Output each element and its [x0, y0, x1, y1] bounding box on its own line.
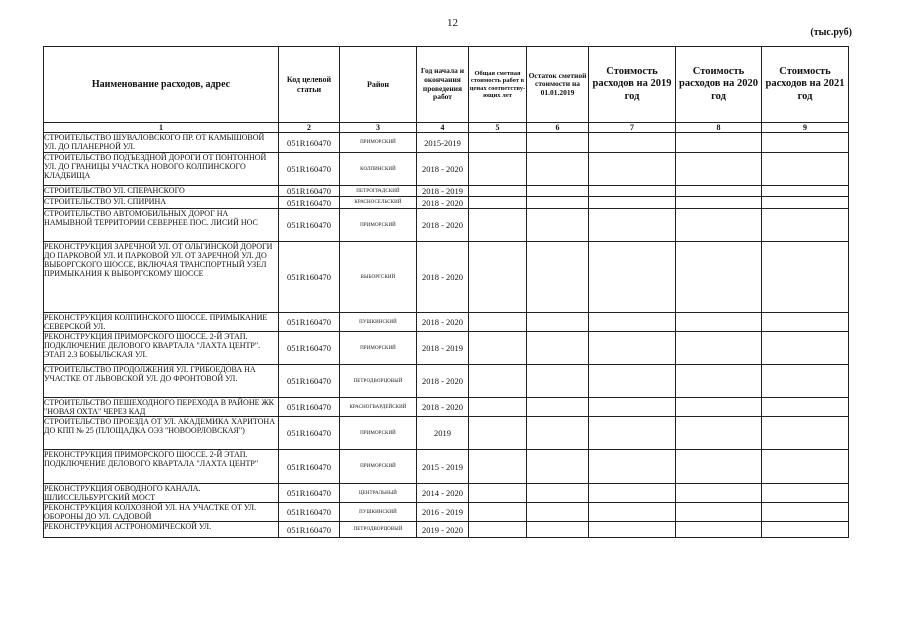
district: ПРИМОРСКИЙ: [340, 133, 417, 153]
empty-cell: [469, 417, 527, 450]
table-row: [44, 417, 849, 450]
empty-cell: [676, 153, 762, 186]
table-row: [44, 197, 849, 209]
empty-cell: [527, 186, 589, 197]
target-code: 051R160470: [279, 503, 340, 522]
column-number: 9: [762, 123, 849, 133]
district: ПУШКИНСКИЙ: [340, 503, 417, 522]
empty-cell: [527, 484, 589, 503]
expense-name: РЕКОНСТРУКЦИЯ КОЛХОЗНОЙ УЛ. НА УЧАСТКЕ ОТ УЛ. ОБОРОНЫ ДО УЛ. САДОВОЙ: [44, 503, 279, 522]
table-row: [44, 153, 849, 186]
work-years: 2015-2019: [417, 133, 469, 153]
table-row: [44, 133, 849, 153]
district: ПРИМОРСКИЙ: [340, 417, 417, 450]
district: КОЛПИНСКИЙ: [340, 153, 417, 186]
empty-cell: [527, 522, 589, 538]
district: ПУШКИНСКИЙ: [340, 313, 417, 332]
empty-cell: [527, 450, 589, 484]
header-years: Год начала и окончания проведения работ: [417, 47, 469, 123]
empty-cell: [589, 365, 676, 398]
target-code: 051R160470: [279, 242, 340, 313]
work-years: 2018 - 2020: [417, 197, 469, 209]
column-number: 4: [417, 123, 469, 133]
empty-cell: [762, 242, 849, 313]
empty-cell: [469, 365, 527, 398]
column-number-row: [44, 123, 849, 133]
empty-cell: [469, 209, 527, 242]
empty-cell: [762, 503, 849, 522]
target-code: 051R160470: [279, 417, 340, 450]
expense-name: РЕКОНСТРУКЦИЯ ЗАРЕЧНОЙ УЛ. ОТ ОЛЬГИНСКОЙ ДОРОГИ ДО ПАРКОВОЙ УЛ. И ПАРКОВОЙ УЛ. ОТ ЗАРЕЧНОЙ УЛ. ДО ВЫБОРГСКОГО ШОССЕ, ВКЛЮЧАЯ ТРАНСПОРТНЫЙ УЗЕЛ ПРИМЫКАНИЯ К ВЫБОРГСКОМУ ШОССЕ: [44, 242, 279, 313]
table-row: [44, 332, 849, 365]
empty-cell: [676, 398, 762, 417]
expense-name: РЕКОНСТРУКЦИЯ КОЛПИНСКОГО ШОССЕ. ПРИМЫКАНИЕ СЕВЕРСКОЙ УЛ.: [44, 313, 279, 332]
header-balance: Остаток сметной стоимости на 01.01.2019: [527, 47, 589, 123]
empty-cell: [676, 503, 762, 522]
empty-cell: [469, 133, 527, 153]
empty-cell: [676, 209, 762, 242]
empty-cell: [589, 186, 676, 197]
empty-cell: [589, 313, 676, 332]
expenses-table: [43, 46, 849, 538]
empty-cell: [527, 417, 589, 450]
expense-name: РЕКОНСТРУКЦИЯ ПРИМОРСКОГО ШОССЕ. 2-Й ЭТАП. ПОДКЛЮЧЕНИЕ ДЕЛОВОГО КВАРТАЛА "ЛАХТА ЦЕНТР": [44, 450, 279, 484]
target-code: 051R160470: [279, 209, 340, 242]
empty-cell: [469, 398, 527, 417]
table-row: [44, 484, 849, 503]
work-years: 2016 - 2019: [417, 503, 469, 522]
empty-cell: [469, 332, 527, 365]
target-code: 051R160470: [279, 365, 340, 398]
work-years: 2018 - 2020: [417, 242, 469, 313]
work-years: 2018 - 2020: [417, 365, 469, 398]
target-code: 051R160470: [279, 313, 340, 332]
empty-cell: [589, 522, 676, 538]
header-name: Наименование расходов, адрес: [44, 47, 279, 123]
district: ПЕТРОДВОРЦОВЫЙ: [340, 365, 417, 398]
empty-cell: [676, 417, 762, 450]
empty-cell: [469, 153, 527, 186]
expense-name: СТРОИТЕЛЬСТВО УЛ. СПИРИНА: [44, 197, 279, 209]
column-number: 2: [279, 123, 340, 133]
expense-name: СТРОИТЕЛЬСТВО ПЕШЕХОДНОГО ПЕРЕХОДА В РАЙОНЕ ЖК "НОВАЯ ОХТА" ЧЕРЕЗ КАД: [44, 398, 279, 417]
empty-cell: [469, 197, 527, 209]
empty-cell: [469, 186, 527, 197]
column-number: 7: [589, 123, 676, 133]
target-code: 051R160470: [279, 450, 340, 484]
empty-cell: [469, 450, 527, 484]
empty-cell: [762, 417, 849, 450]
empty-cell: [676, 332, 762, 365]
empty-cell: [589, 209, 676, 242]
target-code: 051R160470: [279, 484, 340, 503]
empty-cell: [676, 365, 762, 398]
target-code: 051R160470: [279, 153, 340, 186]
expense-name: РЕКОНСТРУКЦИЯ ОБВОДНОГО КАНАЛА. ШЛИССЕЛЬБУРГСКИЙ МОСТ: [44, 484, 279, 503]
table-row: [44, 186, 849, 197]
target-code: 051R160470: [279, 332, 340, 365]
empty-cell: [589, 332, 676, 365]
work-years: 2018 - 2019: [417, 332, 469, 365]
empty-cell: [589, 242, 676, 313]
target-code: 051R160470: [279, 197, 340, 209]
empty-cell: [762, 332, 849, 365]
empty-cell: [676, 484, 762, 503]
expense-name: СТРОИТЕЛЬСТВО ПРОЕЗДА ОТ УЛ. АКАДЕМИКА ХАРИТОНА ДО КПП № 25 (ПЛОЩАДКА ОЭЗ "НОВООРЛОВСКАЯ"): [44, 417, 279, 450]
column-number: 5: [469, 123, 527, 133]
district: КРАСНОСЕЛЬСКИЙ: [340, 197, 417, 209]
table-row: [44, 450, 849, 484]
empty-cell: [762, 522, 849, 538]
expense-name: СТРОИТЕЛЬСТВО УЛ. СПЕРАНСКОГО: [44, 186, 279, 197]
district: ПРИМОРСКИЙ: [340, 332, 417, 365]
header-district: Район: [340, 47, 417, 123]
district: ВЫБОРГСКИЙ: [340, 242, 417, 313]
empty-cell: [527, 209, 589, 242]
table-row: [44, 398, 849, 417]
empty-cell: [676, 197, 762, 209]
empty-cell: [589, 197, 676, 209]
column-number: 6: [527, 123, 589, 133]
district: ЦЕНТРАЛЬНЫЙ: [340, 484, 417, 503]
empty-cell: [527, 153, 589, 186]
header-cost-2020: Стоимость расходов на 2020 год: [676, 47, 762, 123]
table-row: [44, 365, 849, 398]
column-number: 1: [44, 123, 279, 133]
column-number: 8: [676, 123, 762, 133]
empty-cell: [589, 484, 676, 503]
empty-cell: [469, 313, 527, 332]
header-estimated-cost: Общая сметная стоимость работ в ценах соответству-ющих лет: [469, 47, 527, 123]
work-years: 2019: [417, 417, 469, 450]
expense-name: РЕКОНСТРУКЦИЯ ПРИМОРСКОГО ШОССЕ. 2-Й ЭТАП. ПОДКЛЮЧЕНИЕ ДЕЛОВОГО КВАРТАЛА "ЛАХТА ЦЕНТР". ЭТАП 2.3 БОБЫЛЬСКАЯ УЛ.: [44, 332, 279, 365]
table-row: [44, 503, 849, 522]
empty-cell: [469, 503, 527, 522]
empty-cell: [762, 186, 849, 197]
table-row: [44, 522, 849, 538]
empty-cell: [527, 197, 589, 209]
empty-cell: [762, 450, 849, 484]
target-code: 051R160470: [279, 398, 340, 417]
empty-cell: [469, 522, 527, 538]
empty-cell: [676, 133, 762, 153]
expense-name: СТРОИТЕЛЬСТВО АВТОМОБИЛЬНЫХ ДОРОГ НА НАМЫВНОЙ ТЕРРИТОРИИ СЕВЕРНЕЕ ПОС. ЛИСИЙ НОС: [44, 209, 279, 242]
empty-cell: [762, 153, 849, 186]
units-label: (тыс.руб): [810, 27, 852, 38]
empty-cell: [762, 209, 849, 242]
expense-name: СТРОИТЕЛЬСТВО ПОДЪЕЗДНОЙ ДОРОГИ ОТ ПОНТОННОЙ УЛ. ДО ГРАНИЦЫ УЧАСТКА НОВОГО КОЛПИНСКОГО КЛАДБИЩА: [44, 153, 279, 186]
empty-cell: [469, 484, 527, 503]
work-years: 2018 - 2020: [417, 313, 469, 332]
work-years: 2018 - 2020: [417, 209, 469, 242]
empty-cell: [589, 417, 676, 450]
expense-name: СТРОИТЕЛЬСТВО ПРОДОЛЖЕНИЯ УЛ. ГРИБОЕДОВА НА УЧАСТКЕ ОТ ЛЬВОВСКОЙ УЛ. ДО ФРОНТОВОЙ УЛ.: [44, 365, 279, 398]
district: ПРИМОРСКИЙ: [340, 209, 417, 242]
empty-cell: [527, 503, 589, 522]
empty-cell: [762, 398, 849, 417]
empty-cell: [527, 398, 589, 417]
table-row: [44, 209, 849, 242]
empty-cell: [676, 186, 762, 197]
empty-cell: [762, 484, 849, 503]
empty-cell: [527, 133, 589, 153]
table-row: [44, 313, 849, 332]
empty-cell: [589, 153, 676, 186]
target-code: 051R160470: [279, 522, 340, 538]
table-row: [44, 242, 849, 313]
empty-cell: [676, 450, 762, 484]
work-years: 2019 - 2020: [417, 522, 469, 538]
empty-cell: [527, 313, 589, 332]
page-number: 12: [447, 17, 458, 29]
target-code: 051R160470: [279, 186, 340, 197]
empty-cell: [527, 365, 589, 398]
header-cost-2021: Стоимость расходов на 2021 год: [762, 47, 849, 123]
expense-name: РЕКОНСТРУКЦИЯ АСТРОНОМИЧЕСКОЙ УЛ.: [44, 522, 279, 538]
expense-name: СТРОИТЕЛЬСТВО ШУВАЛОВСКОГО ПР. ОТ КАМЫШОВОЙ УЛ. ДО ПЛАНЕРНОЙ УЛ.: [44, 133, 279, 153]
empty-cell: [676, 242, 762, 313]
district: ПРИМОРСКИЙ: [340, 450, 417, 484]
empty-cell: [762, 365, 849, 398]
work-years: 2015 - 2019: [417, 450, 469, 484]
work-years: 2014 - 2020: [417, 484, 469, 503]
empty-cell: [762, 313, 849, 332]
empty-cell: [762, 197, 849, 209]
work-years: 2018 - 2019: [417, 186, 469, 197]
empty-cell: [469, 242, 527, 313]
header-cost-2019: Стоимость расходов на 2019 год: [589, 47, 676, 123]
header-row: [44, 47, 849, 123]
empty-cell: [589, 503, 676, 522]
empty-cell: [589, 398, 676, 417]
district: ПЕТРОДВОРЦОВЫЙ: [340, 522, 417, 538]
work-years: 2018 - 2020: [417, 398, 469, 417]
empty-cell: [589, 133, 676, 153]
empty-cell: [589, 450, 676, 484]
empty-cell: [676, 313, 762, 332]
work-years: 2018 - 2020: [417, 153, 469, 186]
empty-cell: [676, 522, 762, 538]
target-code: 051R160470: [279, 133, 340, 153]
empty-cell: [762, 133, 849, 153]
empty-cell: [527, 332, 589, 365]
column-number: 3: [340, 123, 417, 133]
district: КРАСНОГВАРДЕЙСКИЙ: [340, 398, 417, 417]
empty-cell: [527, 242, 589, 313]
header-code: Код целевой статьи: [279, 47, 340, 123]
district: ПЕТРОГРАДСКИЙ: [340, 186, 417, 197]
